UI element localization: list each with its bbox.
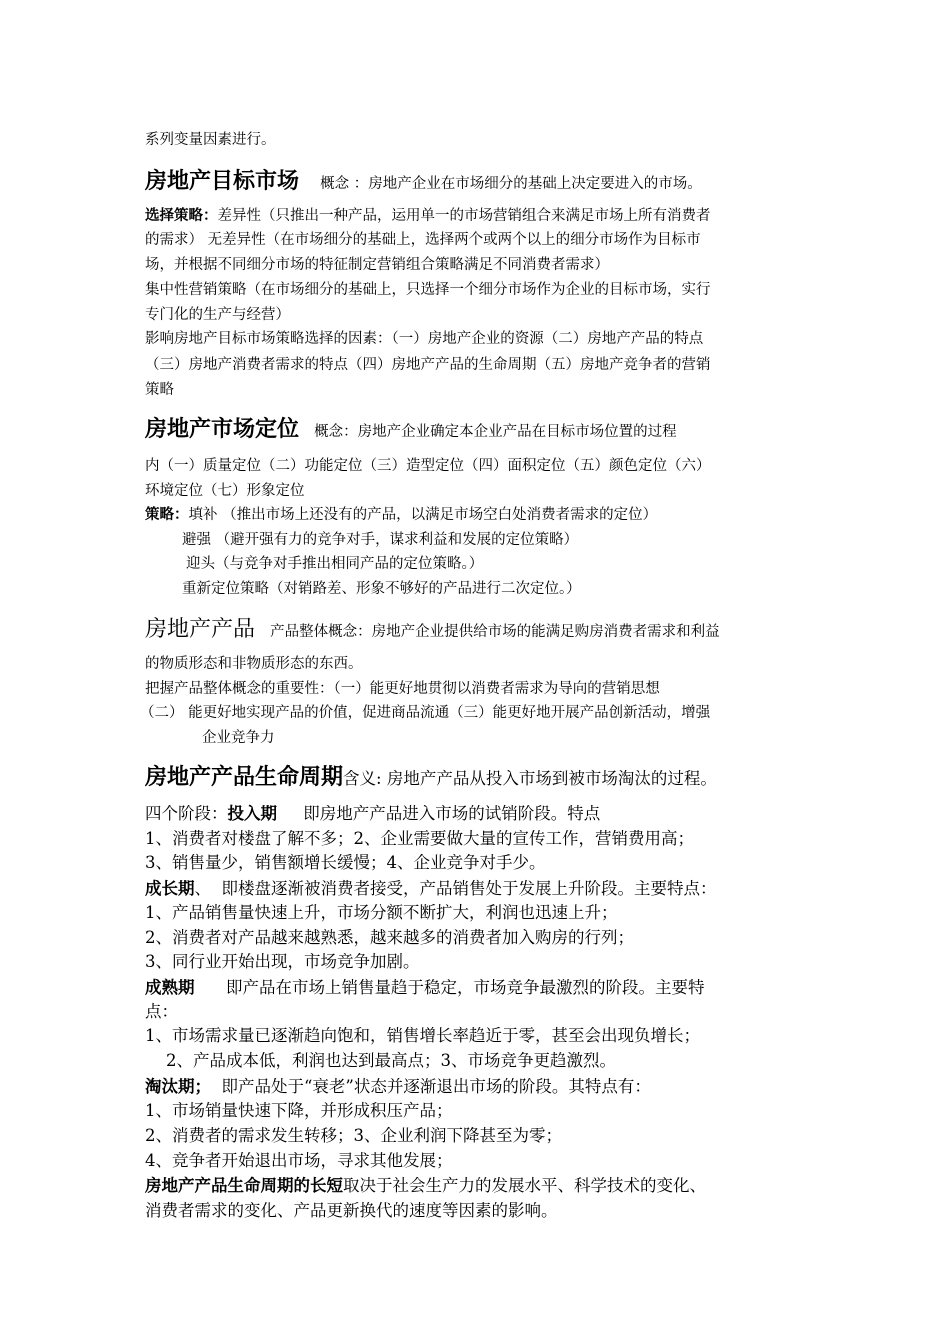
text-line: 四个阶段：投入期 即房地产产品进入市场的试销阶段。特点 — [145, 804, 601, 823]
text-line: 2、消费者的需求发生转移；3、企业利润下降甚至为零； — [145, 1126, 562, 1145]
strategy-label: 策略： — [145, 506, 189, 523]
text-line: 1、市场销量快速下降，并形成积压产品； — [145, 1101, 453, 1120]
text-line: 的需求） 无差异性（在市场细分的基础上，选择两个或两个以上的细分市场作为目标市 — [145, 232, 701, 248]
text-line: 点： — [145, 1002, 178, 1021]
stage-label: 成长期 — [145, 879, 195, 898]
text-line: 影响房地产目标市场策略选择的因素：（一）房地产企业的资源（二）房地产产品的特点 — [145, 331, 704, 347]
stage-label: 淘汰期； — [145, 1077, 211, 1096]
text-line: （二） 能更好地实现产品的价值，促进商品流通（三）能更好地开展产品创新活动，增强 — [140, 705, 711, 721]
text-line: 企业竞争力 — [202, 730, 275, 746]
text-line: 1、消费者对楼盘了解不多；2、企业需要做大量的宣传工作，营销费用高； — [145, 829, 694, 848]
section-heading: 房地产产品生命周期 — [145, 764, 344, 790]
text-line: 策略：填补 （推出市场上还没有的产品，以满足市场空白处消费者需求的定位） — [145, 506, 658, 523]
lifecycle-length-label: 房地产产品生命周期的长短 — [145, 1176, 343, 1195]
text-line: （三）房地产消费者需求的特点（四）房地产产品的生命周期（五）房地产竞争者的营销 — [145, 357, 711, 373]
text-line: 重新定位策略（对销路差、形象不够好的产品进行二次定位。） — [182, 581, 581, 597]
text-line: 3、同行业开始出现，市场竞争加剧。 — [145, 952, 420, 971]
text-line: 迎头（与竞争对手推出相同产品的定位策略。） — [186, 556, 484, 572]
text-line: 集中性营销策略（在市场细分的基础上，只选择一个细分市场作为企业的目标市场，实行 — [145, 282, 711, 298]
text-line: 成熟期 即产品在市场上销售量趋于稳定，市场竞争最激烈的阶段。主要特 — [145, 978, 705, 997]
text-line: 内（一）质量定位（二）功能定位（三）造型定位（四）面积定位（五）颜色定位（六） — [145, 458, 711, 474]
section-concept: 概念 ：房地产企业在市场细分的基础上决定要进入的市场。 — [320, 176, 702, 192]
text-line: 的物质形态和非物质形态的东西。 — [145, 656, 363, 672]
product-heading-line — [145, 612, 720, 643]
target-market-heading-line — [145, 164, 702, 195]
text-line: 4、竞争者开始退出市场，寻求其他发展； — [145, 1151, 453, 1170]
text-line: 把握产品整体概念的重要性：（一）能更好地贯彻以消费者需求为导向的营销思想 — [145, 681, 660, 697]
text-line: 避强 （避开强有力的竞争对手，谋求利益和发展的定位策略） — [182, 532, 579, 548]
section-heading: 房地产产品 — [145, 617, 256, 642]
intro-line: 系列变量因素进行。 — [145, 132, 276, 148]
text-line: 3、销售量少，销售额增长缓慢；4、企业竞争对手少。 — [145, 853, 546, 872]
text-line: 成长期、 即楼盘逐渐被消费者接受，产品销售处于发展上升阶段。主要特点： — [145, 879, 717, 898]
text-line: 2、产品成本低，利润也达到最高点；3、市场竞争更趋激烈。 — [145, 1051, 616, 1070]
text-line: 选择策略：差异性（只推出一种产品，运用单一的市场营销组合来满足市场上所有消费者 — [145, 207, 711, 224]
text-line: 消费者需求的变化、产品更新换代的速度等因素的影响。 — [145, 1201, 558, 1220]
stage-label: 成熟期 — [145, 978, 195, 997]
lifecycle-heading-line — [145, 760, 717, 791]
section-heading: 房地产目标市场 — [145, 168, 300, 194]
section-heading: 房地产市场定位 — [145, 416, 300, 442]
section-concept: 概念：房地产企业确定本企业产品在目标市场位置的过程 — [314, 424, 677, 440]
text-line: 淘汰期； 即产品处于“衰老”状态并逐渐退出市场的阶段。其特点有： — [145, 1077, 651, 1096]
section-concept: 产品整体概念：房地产企业提供给市场的能满足购房消费者需求和利益 — [270, 624, 720, 640]
text-line: 1、市场需求量已逐渐趋向饱和，销售增长率趋近于零，甚至会出现负增长； — [145, 1026, 700, 1045]
text-line: 场，并根据不同细分市场的特征制定营销组合策略满足不同消费者需求） — [145, 257, 609, 273]
text-line: 环境定位（七）形象定位 — [145, 483, 305, 499]
text-line: 房地产产品生命周期的长短取决于社会生产力的发展水平、科学技术的变化、 — [145, 1176, 706, 1195]
positioning-heading-line — [145, 412, 677, 443]
section-meaning: 含义: 房地产产品从投入市场到被市场淘汰的过程。 — [343, 769, 717, 788]
stage-label: 投入期 — [227, 804, 277, 823]
text-line: 2、消费者对产品越来越熟悉，越来越多的消费者加入购房的行列； — [145, 928, 634, 947]
text-line: 策略 — [145, 382, 174, 398]
text-line: 专门化的生产与经营） — [145, 307, 290, 323]
text-line: 1、产品销售量快速上升，市场分额不断扩大，利润也迅速上升； — [145, 903, 618, 922]
strategy-label: 选择策略： — [145, 207, 218, 224]
